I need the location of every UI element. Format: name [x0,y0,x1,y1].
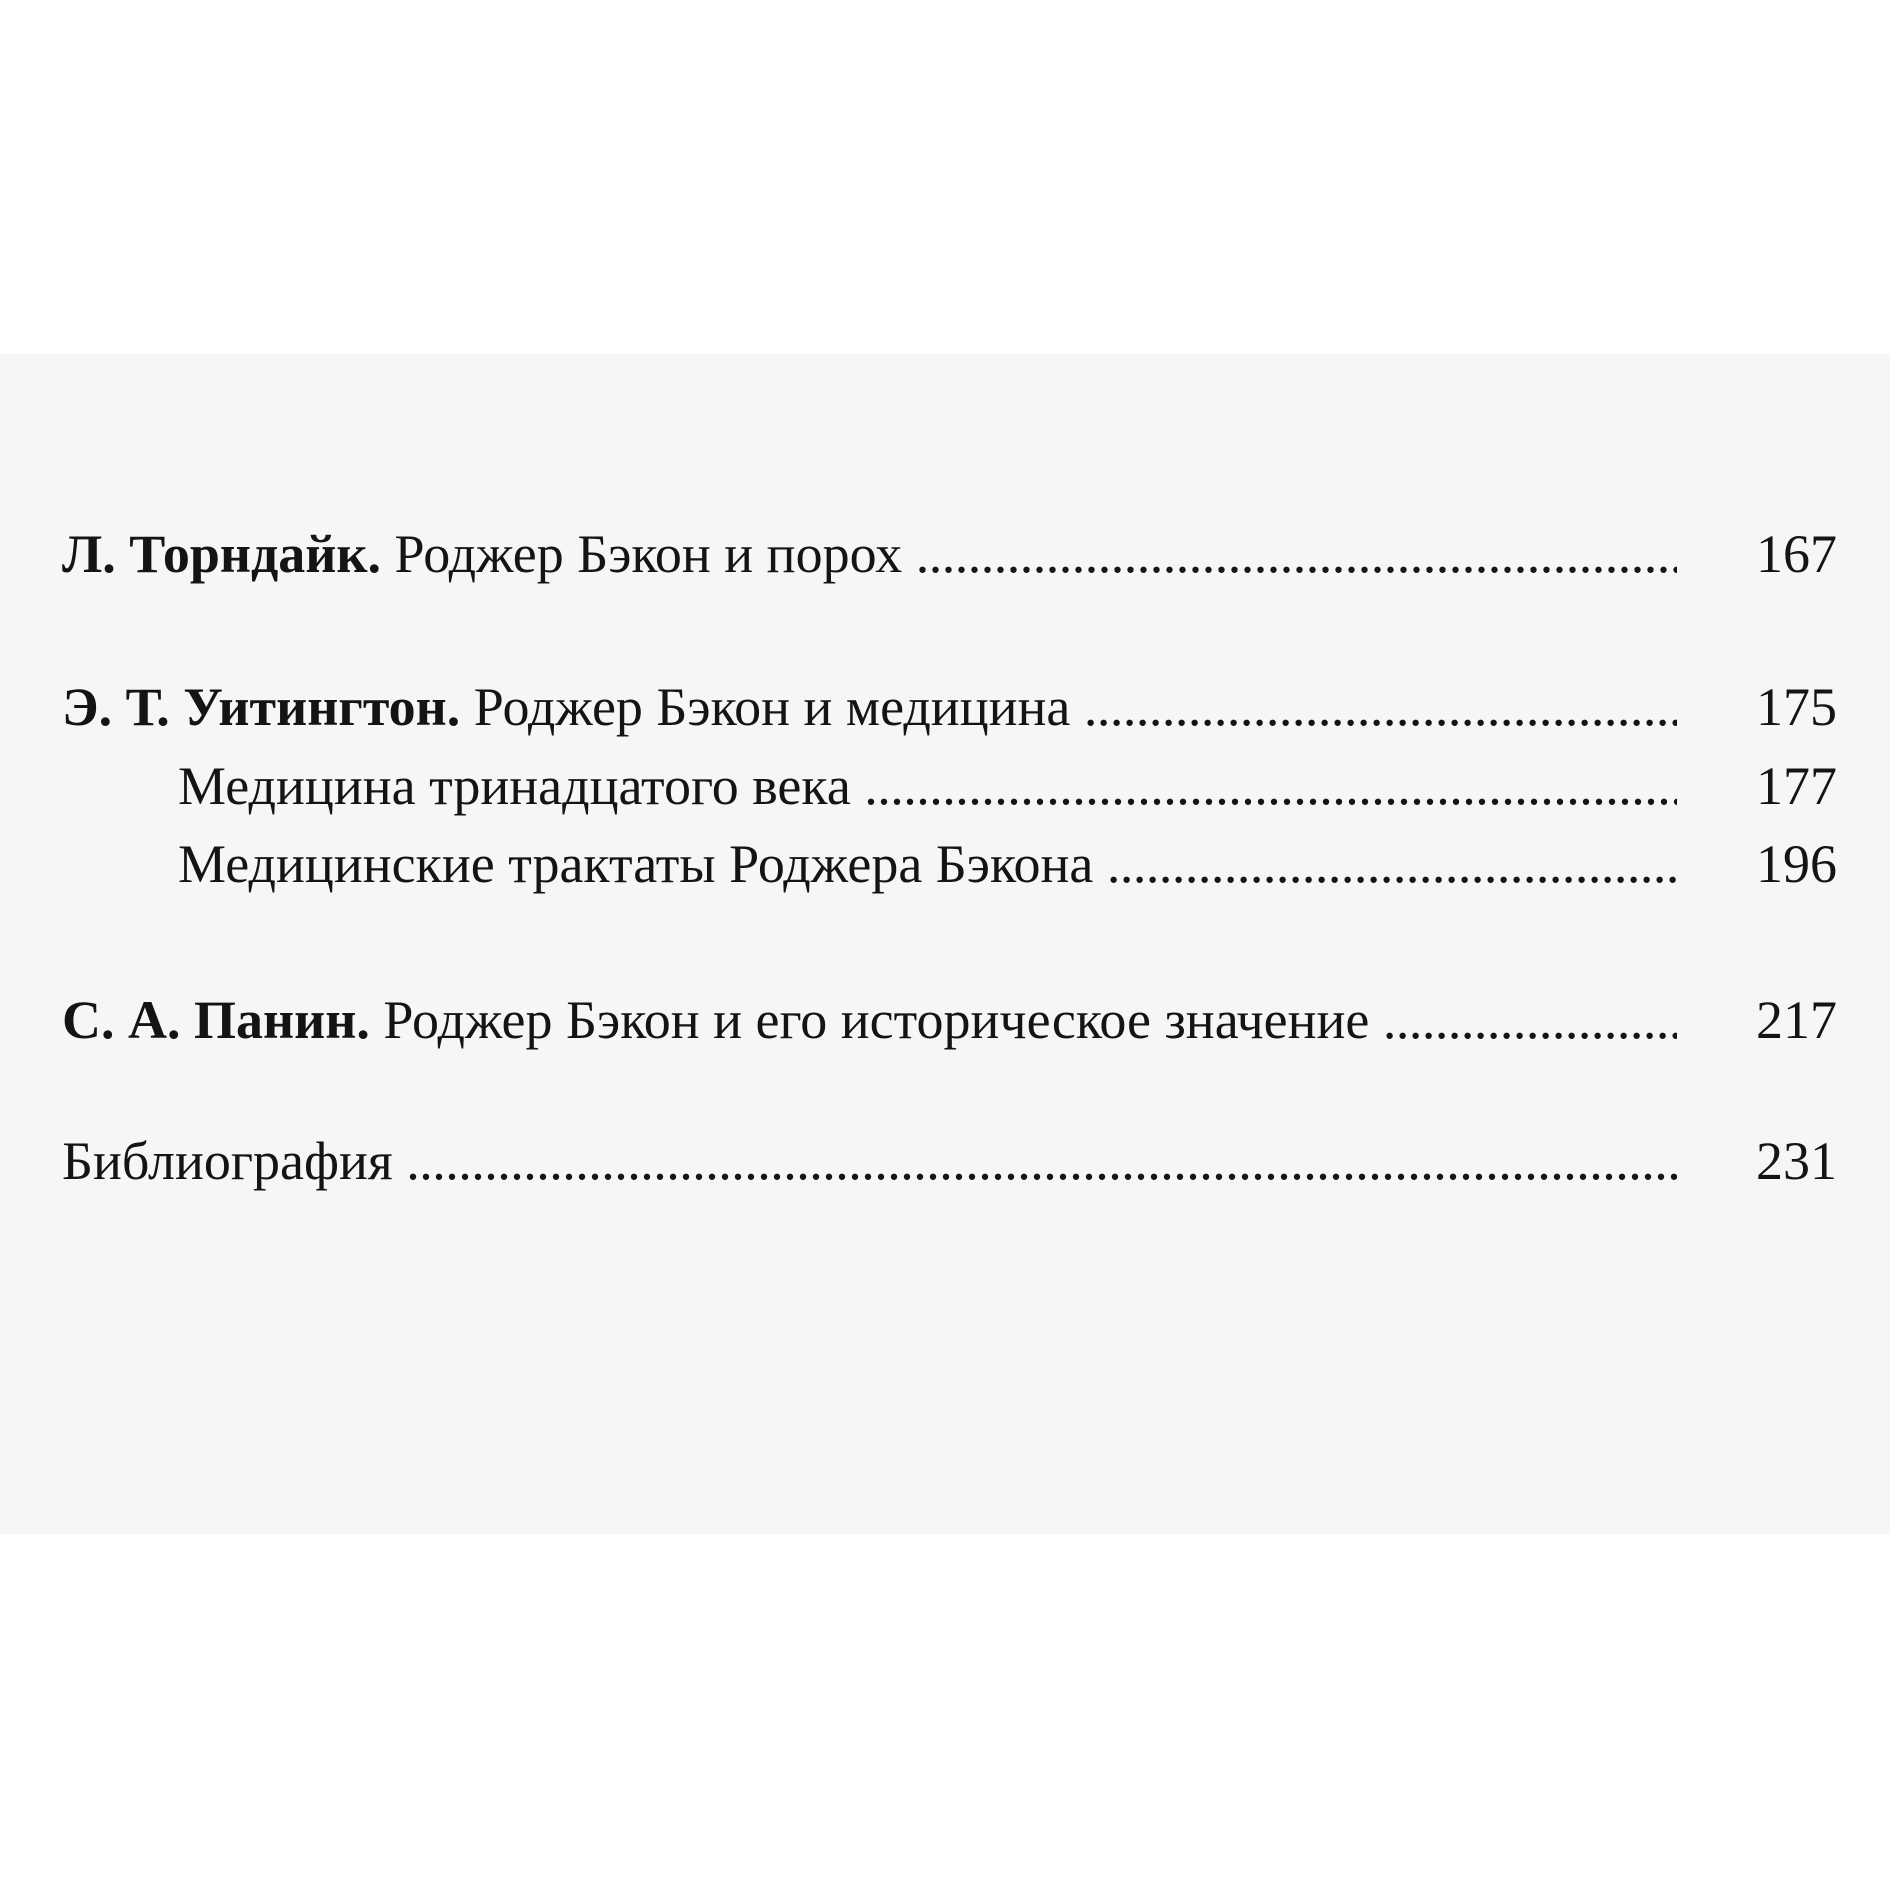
toc-entry-title [62,675,1677,739]
toc-entry-text: Медицинские трактаты Роджера Бэкона [178,834,1094,894]
toc-entry-author: Л. Торндайк. [62,524,382,584]
toc-entry-title [62,1129,1677,1193]
toc-entry-title [178,832,1677,896]
toc-entry-author: С. А. Панин. [62,990,370,1050]
toc-entry-page: 217 [1756,990,1837,1050]
toc-entry-page: 175 [1756,677,1837,737]
toc-entry-title [62,522,1677,586]
toc-entry [62,1131,1837,1207]
toc-entry-title [62,988,1677,1052]
book-page [0,354,1890,1534]
toc-entry-page: 196 [1756,834,1837,894]
toc-entry [62,677,1837,753]
toc-entry-page: 231 [1756,1131,1837,1191]
toc-subentry [178,834,1837,910]
toc-entry-page: 167 [1756,524,1837,584]
toc-entry-text: Роджер Бэкон и его историческое значение [383,990,1370,1050]
toc-entry-text: Роджер Бэкон и порох [394,524,903,584]
toc-entry [62,524,1837,600]
toc-entry-author: Э. Т. Уитингтон. [62,677,461,737]
toc-entry-text: Роджер Бэкон и медицина [473,677,1071,737]
toc-entry-page: 177 [1756,756,1837,816]
toc-entry-text: Медицина тринадцатого века [178,756,851,816]
toc-subentry [178,756,1837,832]
toc-entry [62,990,1837,1066]
toc-entry-title [178,754,1677,818]
toc-entry-text: Библиография [62,1131,393,1191]
